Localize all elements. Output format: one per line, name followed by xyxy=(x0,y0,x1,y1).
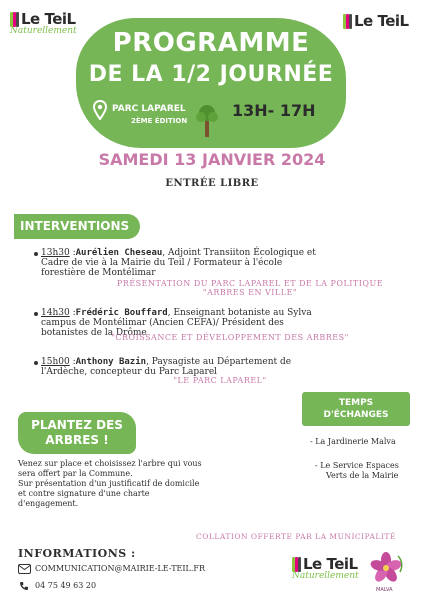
tree-icon xyxy=(195,103,219,139)
plantez-line-3: Sur présentation d'un justificatif de domicile xyxy=(18,479,200,488)
logo-mark-icon xyxy=(292,557,301,572)
informations-heading: INFORMATIONS : xyxy=(18,547,136,560)
speaker-name: Aurélien Cheseau xyxy=(75,248,163,258)
logo-bottom xyxy=(292,555,359,581)
title-line-2: DE LA 1/2 JOURNÉE xyxy=(88,62,334,87)
bullet-icon xyxy=(34,312,38,316)
plantez-line-1: Venez sur place et choisissez l'arbre qui vous xyxy=(18,459,202,468)
bullet-icon xyxy=(34,252,38,256)
malva-label: MALVA xyxy=(376,587,393,593)
intervention-2-line3: botanistes de la Drôme xyxy=(41,328,147,338)
logo-text: Le TeiL xyxy=(354,12,409,30)
intervention-1-line3: forestière de Montélimar xyxy=(41,268,156,278)
logo-text: Le TeiL xyxy=(303,555,358,573)
intervention-3 xyxy=(41,357,411,377)
logo-tagline: Naturellement xyxy=(10,26,77,36)
intervention-1-topic-line2: "ARBRES EN VILLE" xyxy=(202,288,298,297)
intervention-1 xyxy=(41,248,411,278)
plantez-heading xyxy=(18,412,136,454)
contact-email[interactable]: COMMUNICATION@MAIRIE-LE-TEIL.FR xyxy=(35,564,205,573)
email-icon xyxy=(18,564,31,574)
temps-item-2b: Verts de la Mairie xyxy=(326,471,399,480)
intervention-time: 14h30 xyxy=(41,308,70,318)
logo-left xyxy=(10,10,77,36)
plantez-line-4: et contre signature d'une charte xyxy=(18,489,150,498)
temps-heading-line2: D'ÉCHANGES xyxy=(323,410,389,420)
intervention-1-topic-line1: PRÉSENTATION DU PARC LAPAREL ET DE LA POLITIQUE xyxy=(116,279,384,288)
phone-icon xyxy=(19,581,29,591)
intervention-3-line1: 15h00 :Anthony Bazin, Paysagiste au Département de xyxy=(41,357,292,367)
intervention-time: 15h00 xyxy=(41,357,70,367)
logo-mark-icon xyxy=(10,12,19,27)
intervention-2-line1: 14h30 :Frédéric Bouffard, Enseignant botaniste au Sylva xyxy=(41,308,312,318)
contact-phone[interactable]: 04 75 49 63 20 xyxy=(35,581,97,590)
speaker-name: Frédéric Bouffard xyxy=(75,308,168,318)
temps-item-2a: - Le Service Espaces xyxy=(315,461,399,470)
plantez-text xyxy=(18,459,298,509)
temps-echanges-heading xyxy=(302,392,410,426)
hours: 13H- 17H xyxy=(232,101,316,120)
logo-mark-icon xyxy=(343,14,352,29)
edition-label: 2ÈME ÉDITION xyxy=(131,117,188,125)
intervention-2-topic: "CROISSANCE ET DÉVELOPPEMENT DES ARBRES" xyxy=(111,333,349,342)
intervention-1-line2: Cadre de vie à la Mairie du Teil / Formateur à l'école xyxy=(41,258,283,268)
malva-flower-icon xyxy=(368,552,408,586)
logo-text: Le TeiL xyxy=(21,10,76,28)
interventions-heading xyxy=(14,214,140,239)
plantez-line-5: d'engagement. xyxy=(18,499,79,508)
bullet-icon xyxy=(34,361,38,365)
plantez-heading-line1: PLANTEZ DES xyxy=(31,418,123,432)
intervention-time: 13h30 xyxy=(41,248,70,258)
location-pin-icon xyxy=(93,100,107,120)
temps-item-1: - La Jardinerie Malva xyxy=(310,437,396,446)
interventions-heading-label: INTERVENTIONS xyxy=(20,219,130,233)
temps-heading-line1: TEMPS xyxy=(338,398,374,408)
logo-tagline: Naturellement xyxy=(292,571,359,581)
logo-right xyxy=(343,12,409,30)
speaker-name: Anthony Bazin xyxy=(75,357,147,367)
intervention-3-topic: "LE PARC LAPAREL" xyxy=(173,376,267,385)
collation-note: COLLATION OFFERTE PAR LA MUNICIPALITÉ xyxy=(196,532,396,541)
entry-info: ENTRÉE LIBRE xyxy=(165,178,259,189)
plantez-heading-line2: ARBRES ! xyxy=(45,433,109,447)
intervention-2-line2: campus de Montélimar (Ancien CEFA)/ Président des xyxy=(41,318,284,328)
place-name: PARC LAPAREL xyxy=(112,104,186,114)
plantez-line-2: sera offert par la Commune. xyxy=(18,469,133,478)
title-line-1: PROGRAMME xyxy=(112,28,310,58)
intervention-3-line2: l'Ardèche, concepteur du Parc Laparel xyxy=(41,367,218,377)
intervention-1-line1: 13h30 :Aurélien Cheseau, Adjoint Transiiton Écologique et xyxy=(41,248,316,258)
event-date: SAMEDI 13 JANVIER 2024 xyxy=(98,150,326,169)
